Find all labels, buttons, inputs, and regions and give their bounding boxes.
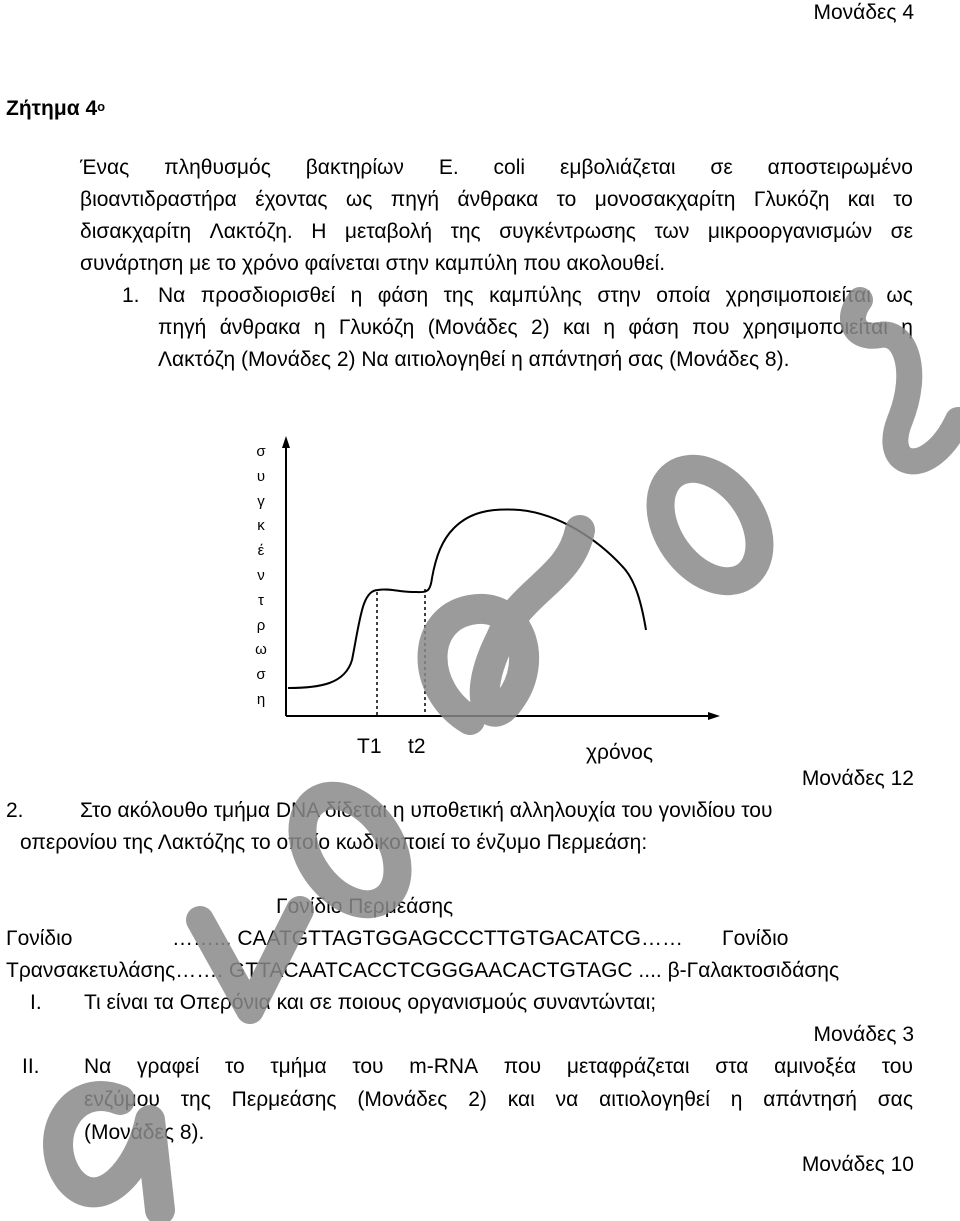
word: να <box>555 1088 579 1111</box>
y-letter: έ <box>257 542 265 560</box>
word: σας <box>877 1088 913 1111</box>
y-letter: ω <box>255 641 267 659</box>
marks-12: Μονάδες 12 <box>801 767 914 790</box>
word: άνθρακα <box>219 316 301 339</box>
q2-number: 2. <box>6 799 24 822</box>
y-axis-arrow-icon <box>282 436 290 448</box>
y-letter: η <box>256 690 266 708</box>
sub2-line-2 <box>84 1087 913 1113</box>
word: χρησιμοποιείται <box>742 316 888 339</box>
word: τμήμα <box>270 1055 327 1078</box>
y-letter: κ <box>257 517 265 535</box>
word: αμινοξέα <box>774 1055 857 1078</box>
marks-4: Μονάδες 4 <box>813 1 914 24</box>
word: μονοσακχαρίτη <box>594 188 736 211</box>
y-letter: ρ <box>256 616 266 634</box>
x-axis-arrow-icon <box>708 712 720 720</box>
word: (Μονάδες <box>357 1088 448 1111</box>
word: η <box>350 284 363 307</box>
word: ως <box>886 284 913 307</box>
word: του <box>881 1055 913 1078</box>
t2-label: t2 <box>408 735 426 758</box>
word: coli <box>493 156 526 179</box>
word: Να <box>84 1055 112 1078</box>
word: στα <box>715 1055 749 1078</box>
word: φάση <box>377 284 429 307</box>
word: εμβολιάζεται <box>559 156 676 179</box>
word: πηγή <box>158 316 207 339</box>
word: οποία <box>656 284 711 307</box>
word: χρησιμοποιείται <box>725 284 871 307</box>
word: το <box>224 1055 245 1078</box>
word: σε <box>710 156 733 179</box>
word: προσδιορισθεί <box>200 284 336 307</box>
word: έχοντας <box>255 188 328 211</box>
word: Να <box>158 284 186 307</box>
y-letter: γ <box>257 492 265 510</box>
word: του <box>352 1055 384 1078</box>
intro-line-4: συνάρτηση με το χρόνο φαίνεται στην καμπύλη που ακολουθεί. <box>80 252 666 275</box>
sub2-numeral: II. <box>22 1055 40 1078</box>
word: E. <box>438 156 459 179</box>
dna-line-1-right: Γονίδιο <box>722 927 789 950</box>
word: μικροοργανισμών <box>707 220 873 243</box>
word: στην <box>597 284 641 307</box>
word: 2) <box>468 1088 487 1111</box>
x-axis-label: χρόνος <box>586 741 653 764</box>
word: των <box>654 220 690 243</box>
q1-line-3: Λακτόζη (Μονάδες 2) Να αιτιολογηθεί η απάντησή σας (Μονάδες 8). <box>158 348 790 371</box>
y-letter: σ <box>256 666 266 684</box>
marks-10: Μονάδες 10 <box>801 1153 914 1176</box>
word: της <box>180 1088 211 1111</box>
word: που <box>692 316 730 339</box>
word: γραφεί <box>137 1055 200 1078</box>
word: πληθυσμός <box>164 156 271 179</box>
word: το <box>893 188 913 211</box>
y-letter: σ <box>256 443 266 460</box>
word: φάση <box>628 316 679 339</box>
q2-line-1: Στο ακόλουθο τμήμα DNA δίδεται η υποθετική αλληλουχία του γονιδίου του <box>80 799 773 822</box>
word: το <box>556 188 577 211</box>
y-letter: ν <box>257 566 265 584</box>
word: αιτιολογηθεί <box>599 1088 710 1111</box>
word: και <box>847 188 875 211</box>
sub1-text: Τι είναι τα Οπερόνια και σε ποιους οργανισμούς συναντώνται; <box>84 991 657 1014</box>
q1-number: 1. <box>122 284 140 307</box>
word: που <box>503 1055 542 1078</box>
word: η <box>603 316 616 339</box>
word: της <box>443 284 474 307</box>
word: 2) <box>531 316 550 339</box>
word: αποστειρωμένο <box>767 156 913 179</box>
word: βακτηρίων <box>305 156 404 179</box>
word: η <box>313 316 326 339</box>
dna-sequence-2: Τρανσακετυλάσης……. GTTACAATCACCTCGGGAACACTGTAGC .... β-Γαλακτοσιδάσης <box>6 959 840 982</box>
sub2-line-3: (Μονάδες 8). <box>84 1121 205 1144</box>
gene-title: Γονίδιο Περμεάσης <box>276 895 454 918</box>
q2-line-2: οπερονίου της Λακτόζης το οποίο κωδικοποιεί το ένζυμο Περμεάση: <box>20 831 648 854</box>
topic-title-text: Ζήτημα 4 <box>6 97 98 120</box>
word: Η <box>311 220 327 243</box>
word: άνθρακα <box>457 188 539 211</box>
word: απάντησή <box>763 1088 857 1111</box>
word: μεταβολή <box>344 220 433 243</box>
sub2-line-1 <box>84 1054 913 1080</box>
word: Περμεάσης <box>231 1088 337 1111</box>
word: Γλυκόζη <box>753 188 830 211</box>
y-letter: υ <box>256 467 266 485</box>
word: η <box>730 1088 743 1111</box>
dna-line-1-left: Γονίδιο <box>6 927 73 950</box>
dna-sequence-1: ……... CAATGTTAGTGGAGCCCTTGTGACATCG…… <box>172 927 683 950</box>
word: ενζύμου <box>84 1088 160 1111</box>
word: και <box>507 1088 535 1111</box>
sub1-numeral: I. <box>30 991 42 1014</box>
word: η <box>901 316 913 339</box>
y-letter: τ <box>258 591 264 609</box>
word: πηγή <box>390 188 440 211</box>
word: Ένας <box>80 156 130 179</box>
word: Γλυκόζη <box>338 316 415 339</box>
word: δισακχαρίτη <box>80 220 192 243</box>
word: Λακτόζη. <box>209 220 293 243</box>
topic-title-superscript: ο <box>97 99 106 114</box>
word: σε <box>890 220 913 243</box>
word: ως <box>345 188 373 211</box>
marks-3: Μονάδες 3 <box>813 1023 914 1046</box>
word: μεταφράζεται <box>566 1055 690 1078</box>
word: (Μονάδες <box>427 316 518 339</box>
word: m-RNA <box>409 1055 479 1078</box>
word: συγκέντρωσης <box>499 220 636 243</box>
word: της <box>450 220 481 243</box>
word: και <box>563 316 591 339</box>
growth-curve <box>288 510 646 688</box>
word: καμπύλης <box>489 284 582 307</box>
t1-label: T1 <box>357 735 382 758</box>
word: βιοαντιδραστήρα <box>80 188 237 211</box>
